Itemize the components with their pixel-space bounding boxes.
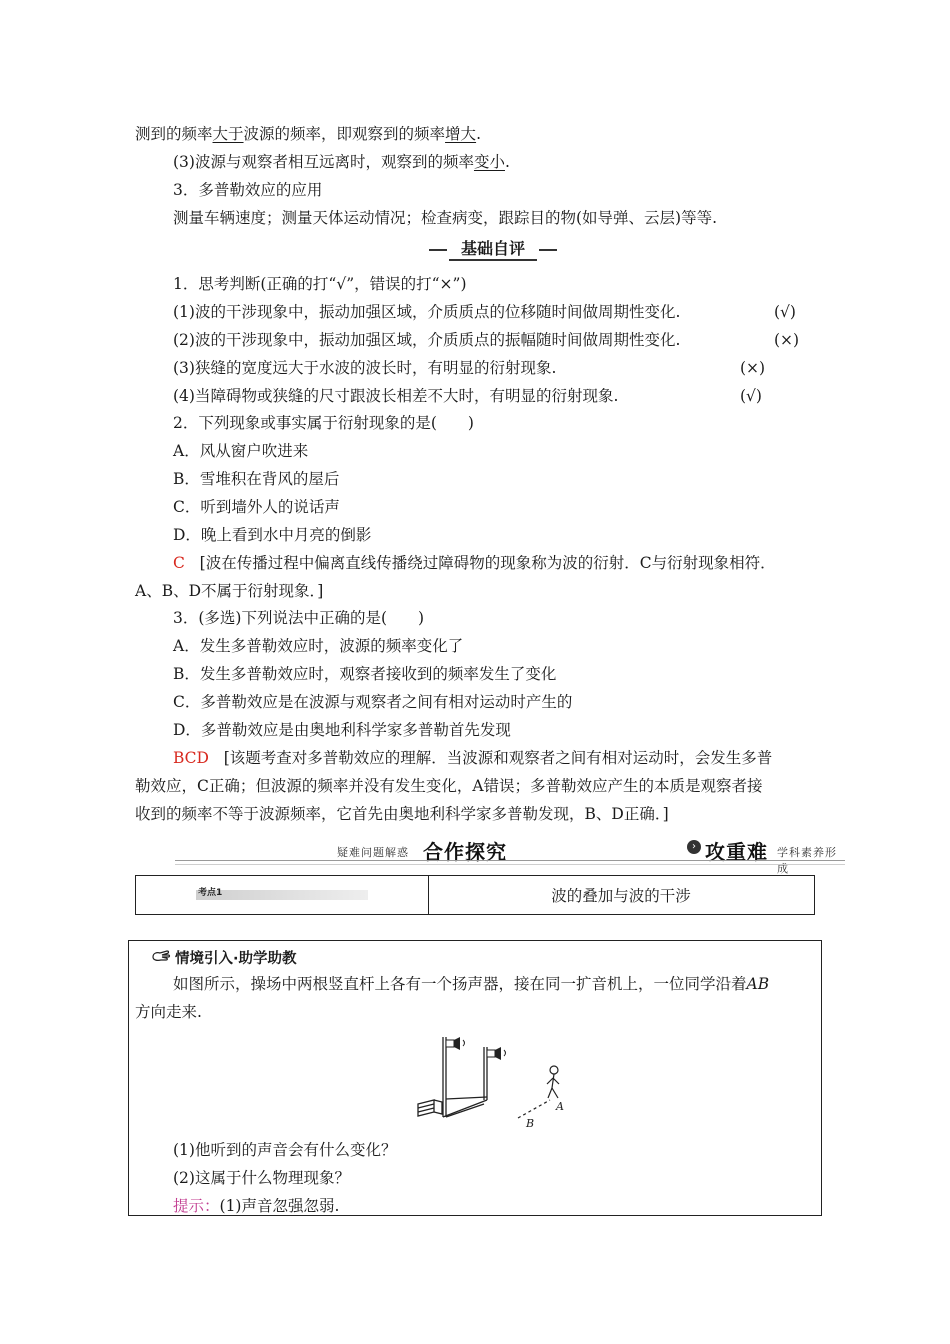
option: C．听到墙外人的说话声 (173, 498, 340, 516)
situation-hint: 提示：(1)声音忽强忽弱. (173, 1197, 340, 1215)
hand-pointer-icon (151, 947, 171, 965)
answer-explanation: A、B、D不属于衍射现象．] (135, 582, 324, 600)
situation-question: (2)这属于什么物理现象？ (173, 1169, 350, 1187)
section-banner: 疑难问题解惑 合作探究 › 攻重难 学科素养形成 (175, 836, 845, 866)
question-stem: 2．下列现象或事实属于衍射现象的是( ) (173, 414, 474, 432)
judge-mark: (√) (774, 303, 796, 321)
underlined-answer: 增大 (445, 125, 477, 143)
text-line: 测量车辆速度；测量天体运动情况；检查病变，跟踪目的物(如导弹、云层)等等. (173, 209, 718, 227)
judge-item: (4)当障碍物或狭缝的尺寸跟波长相差不大时，有明显的衍射现象. (173, 387, 619, 405)
kaodian-topic: 波的叠加与波的干涉 (551, 887, 691, 905)
option: D．晚上看到水中月亮的倒影 (173, 526, 372, 544)
answer-explanation: 勒效应，C正确；但波源的频率并没有发生变化，A错误；多普勒效应产生的本质是观察者接 (135, 777, 763, 795)
option: A．风从窗户吹进来 (173, 442, 309, 460)
person-icon (547, 1066, 559, 1098)
judge-item: (2)波的干涉现象中，振动加强区域，介质质点的振幅随时间做周期性变化. (173, 331, 681, 349)
situation-text: 如图所示，操场中两根竖直杆上各有一个扬声器，接在同一扩音机上，一位同学沿着AB (173, 975, 770, 993)
kaodian-table (135, 875, 815, 915)
speaker-figure (408, 1032, 578, 1132)
question-stem: 1．思考判断(正确的打“√”，错误的打“×”) (173, 275, 467, 293)
label-b: B (526, 1117, 535, 1130)
speaker-icon (487, 1047, 506, 1060)
judge-mark: (√) (740, 387, 762, 405)
option: C．多普勒效应是在波源与观察者之间有相对运动时产生的 (173, 693, 573, 711)
title-rule (429, 249, 447, 251)
underlined-answer: 大于 (212, 125, 244, 143)
label-a: A (556, 1100, 564, 1113)
judge-mark: (×) (740, 359, 766, 377)
judge-mark: (×) (774, 331, 800, 349)
option: D．多普勒效应是由奥地利科学家多普勒首先发现 (173, 721, 511, 739)
answer-explanation: C [波在传播过程中偏离直线传播绕过障碍物的现象称为波的衍射．C与衍射现象相符． (173, 554, 776, 572)
text-line: 测到的频率大于波源的频率，即观察到的频率增大. (135, 125, 481, 143)
judge-item: (1)波的干涉现象中，振动加强区域，介质质点的位移随时间做周期性变化. (173, 303, 681, 321)
option: A．发生多普勒效应时，波源的频率变化了 (173, 637, 464, 655)
answer-letter: BCD (173, 749, 209, 767)
banner-rule (175, 860, 845, 861)
judge-item: (3)狭缝的宽度远大于水波的波长时，有明显的衍射现象. (173, 359, 557, 377)
situation-question: (1)他听到的声音会有什么变化？ (173, 1141, 397, 1159)
answer-letter: C (173, 554, 185, 572)
arrow-icon: › (687, 840, 701, 854)
text-line: (3)波源与观察者相互远离时，观察到的频率变小. (173, 153, 510, 171)
option: B．发生多普勒效应时，观察者接收到的频率发生了变化 (173, 665, 557, 683)
answer-explanation: BCD [该题考查对多普勒效应的理解．当波源和观察者之间有相对运动时，会发生多普 (173, 749, 773, 767)
situation-text: 方向走来. (135, 1003, 202, 1021)
question-stem: 3．(多选)下列说法中正确的是( ) (173, 609, 425, 627)
underlined-answer: 变小 (473, 153, 505, 171)
kaodian-badge: 考点1 (196, 890, 368, 900)
option: B．雪堆积在背风的屋后 (173, 470, 340, 488)
answer-explanation: 收到的频率不等于波源频率，它首先由奥地利科学家多普勒发现，B、D正确．] (135, 805, 669, 823)
banner-rule (175, 864, 845, 865)
hint-label: 提示： (173, 1197, 220, 1215)
situation-header: 情境引入·助学助教 (175, 951, 297, 967)
title-rule (539, 249, 557, 251)
section-title-jichuziping: 基础自评 (429, 239, 557, 261)
heading-applications: 3．多普勒效应的应用 (173, 181, 323, 199)
speaker-icon (446, 1037, 465, 1050)
